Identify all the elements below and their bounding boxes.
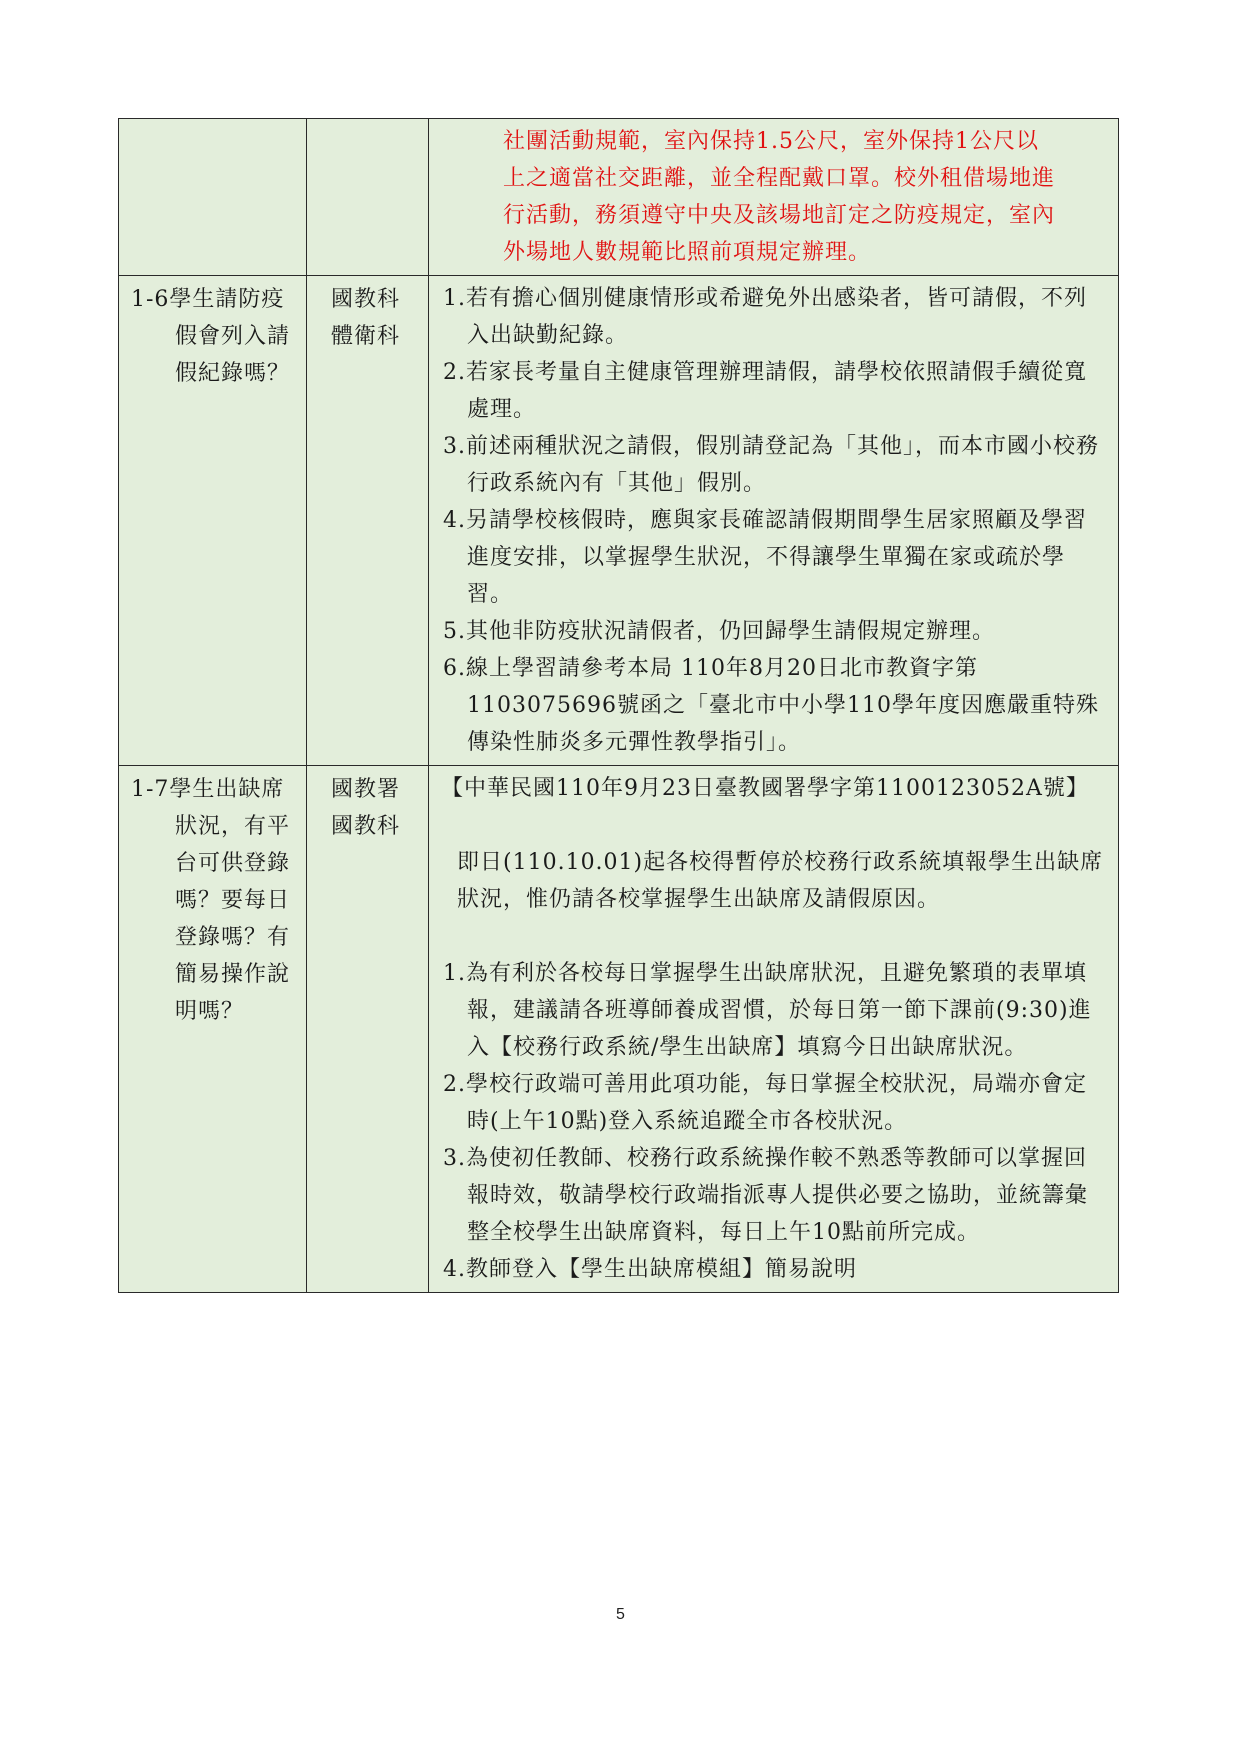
answer-item: 1.若有擔心個別健康情形或希避免外出感染者，皆可請假，不列入出缺勤紀錄。 xyxy=(443,286,1087,348)
red-policy-text xyxy=(429,119,1118,275)
answer-item: 3.為使初任教師、校務行政系統操作較不熟悉等教師可以掌握回報時效，敬請學校行政端指派專人提供必要之協助，並統籌彙整全校學生出缺席資料，每日上午10點前所完成。 xyxy=(443,1146,1089,1245)
answer-item: 5.其他非防疫狀況請假者，仍回歸學生請假規定辦理。 xyxy=(443,619,995,644)
red-line: 行活動，務須遵守中央及該場地訂定之防疫規定，室內 xyxy=(503,203,1056,228)
answer-item: 2.若家長考量自主健康管理辦理請假，請學校依照請假手續從寬處理。 xyxy=(443,360,1087,422)
answer-item: 2.學校行政端可善用此項功能，每日掌握全校狀況，局端亦會定時(上午10點)登入系統追蹤全市各校狀況。 xyxy=(443,1072,1087,1134)
answer-cell-continued xyxy=(429,119,1119,276)
responsible-unit: 國教署 國教科 xyxy=(331,777,401,839)
answer-item: 3.前述兩種狀況之請假，假別請登記為「其他」，而本市國小校務行政系統內有「其他」假別。 xyxy=(443,434,1099,496)
answer-cell xyxy=(429,766,1119,1293)
faq-table xyxy=(118,118,1119,1293)
answer-intro: 即日(110.10.01)起各校得暫停於校務行政系統填報學生出缺席狀況，惟仍請各校掌握學生出缺席及請假原因。 xyxy=(457,850,1104,912)
document-reference: 【中華民國110年9月23日臺教國署學字第1100123052A號】 xyxy=(441,776,1089,801)
question-cell xyxy=(119,276,307,766)
question-text: 1-7學生出缺席狀況，有平台可供登錄嗎？要每日登錄嗎？有簡易操作說明嗎？ xyxy=(131,777,291,1024)
table-row-continued xyxy=(119,119,1119,276)
table-row-1-6 xyxy=(119,276,1119,766)
question-cell-empty xyxy=(119,119,307,276)
question-text: 1-6學生請防疫假會列入請假紀錄嗎？ xyxy=(131,287,291,386)
red-line: 外場地人數規範比照前項規定辦理。 xyxy=(503,240,872,265)
answer-item: 6.線上學習請參考本局 110年8月20日北市教資字第1103075696號函之「臺北市中小學110學年度因應嚴重特殊傳染性肺炎多元彈性教學指引」。 xyxy=(443,656,1099,755)
answer-item: 4.另請學校核假時，應與家長確認請假期間學生居家照顧及學習進度安排，以掌握學生狀況，不得讓學生單獨在家或疏於學習。 xyxy=(443,508,1087,607)
responsible-unit: 國教科 體衛科 xyxy=(331,287,401,349)
unit-cell-empty xyxy=(307,119,429,276)
unit-cell xyxy=(307,766,429,1293)
red-line: 上之適當社交距離，並全程配戴口罩。校外租借場地進 xyxy=(503,166,1056,191)
answer-item: 4.教師登入【學生出缺席模組】簡易說明 xyxy=(443,1257,857,1282)
table-row-1-7 xyxy=(119,766,1119,1293)
red-line: 社團活動規範，室內保持1.5公尺，室外保持1公尺以 xyxy=(503,129,1039,154)
page-number: 5 xyxy=(616,1606,625,1623)
answer-item: 1.為有利於各校每日掌握學生出缺席狀況，且避免繁瑣的表單填報，建議請各班導師養成習慣，於每日第一節下課前(9:30)進入【校務行政系統/學生出缺席】填寫今日出缺席狀況。 xyxy=(443,961,1092,1060)
unit-cell xyxy=(307,276,429,766)
question-cell xyxy=(119,766,307,1293)
answer-cell xyxy=(429,276,1119,766)
